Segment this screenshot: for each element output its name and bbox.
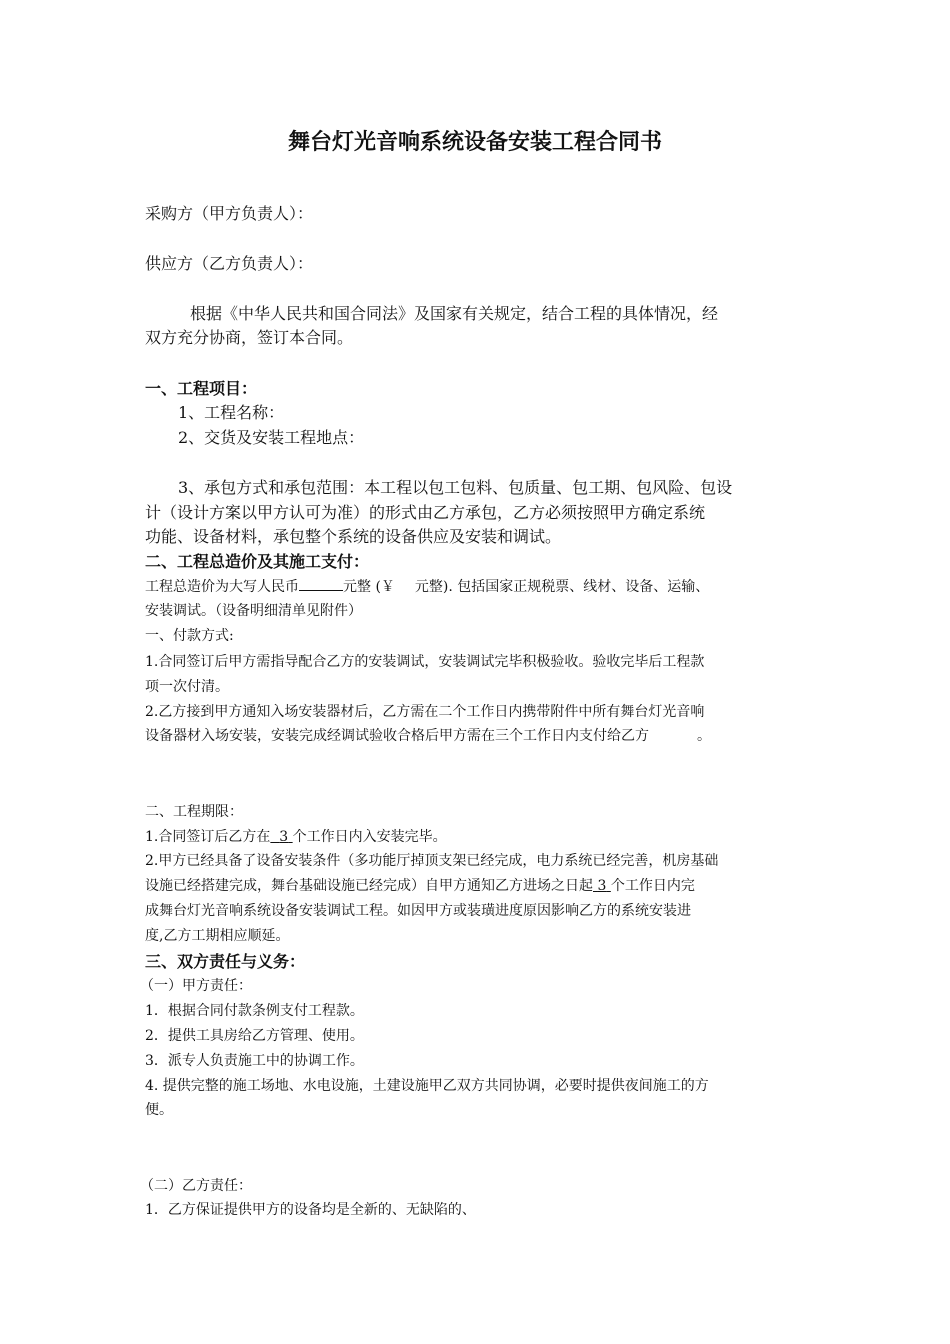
period-2-line-4: 度,乙方工期相应顺延。 (145, 928, 290, 944)
section-3-heading: 三、双方责任与义务： (145, 952, 306, 971)
period-2-days: 3 (597, 878, 607, 894)
contract-scope-line-1: 3、承包方式和承包范围：本工程以包工包料、包质量、包工期、包风险、包设 (178, 478, 733, 497)
period-heading: 二、工程期限： (145, 804, 243, 820)
contract-scope-line-2: 计（设计方案以甲方认可为准）的形式由乙方承包，乙方必须按照甲方确定系统 (145, 503, 706, 522)
party-a-duties-heading: （一）甲方责任： (140, 978, 252, 994)
party-a-duty-3: 3．派专人负责施工中的协调工作。 (145, 1053, 364, 1069)
total-price-line: 工程总造价为大写人民币 元整 (￥ 元整). 包括国家正规税票、线材、设备、运输、 (145, 576, 709, 596)
payment-1-line-2: 项一次付清。 (145, 679, 229, 695)
party-a-line: 采购方（甲方负责人）： (145, 204, 314, 223)
party-a-duty-4-line-2: 便。 (145, 1102, 173, 1118)
payment-2-line-1: 2.乙方接到甲方通知入场安装器材后，乙方需在二个工作日内携带附件中所有舞台灯光音响 (145, 704, 705, 720)
party-b-duty-1: 1．乙方保证提供甲方的设备均是全新的、无缺陷的、 (145, 1202, 476, 1218)
period-2-line-3: 成舞台灯光音响系统设备安装调试工程。如因甲方或装璜进度原因影响乙方的系统安装进 (145, 903, 691, 919)
payment-2-line-2: 设备器材入场安装，安装完成经调试验收合格后甲方需在三个工作日内支付给乙方 。 (145, 728, 711, 744)
party-b-duties-heading: （二）乙方责任： (140, 1178, 252, 1194)
period-2-line-2: 设施已经搭建完成，舞台基础设施已经完成）自甲方通知乙方进场之日起 3 个工作日内完 (145, 878, 695, 894)
contract-scope-line-3: 功能、设备材料，承包整个系统的设备供应及安装和调试。 (145, 527, 562, 546)
party-a-duty-1: 1．根据合同付款条例支付工程款。 (145, 1003, 364, 1019)
intro-line-1: 根据《中华人民共和国合同法》及国家有关规定，结合工程的具体情况，经 (190, 304, 719, 323)
document-title: 舞台灯光音响系统设备安装工程合同书 (287, 129, 662, 155)
intro-line-2: 双方充分协商，签订本合同。 (145, 328, 354, 347)
payment-1-line-1: 1.合同签订后甲方需指导配合乙方的安装调试，安装调试完毕积极验收。验收完毕后工程款 (145, 654, 705, 670)
section-2-heading: 二、工程总造价及其施工支付： (145, 552, 370, 571)
period-2-line-1: 2.甲方已经具备了设备安装条件（多功能厅掉顶支架已经完成，电力系统已经完善，机房基础 (145, 853, 719, 869)
party-a-duty-4-line-1: 4. 提供完整的施工场地、水电设施，土建设施甲乙双方共同协调，必要时提供夜间施工的方 (145, 1078, 709, 1094)
payment-heading: 一、付款方式: (145, 628, 234, 644)
price-blank-words (299, 576, 343, 591)
delivery-location-item: 2、交货及安装工程地点： (178, 428, 365, 447)
section-1-heading: 一、工程项目： (145, 379, 258, 398)
party-a-duty-2: 2．提供工具房给乙方管理、使用。 (145, 1028, 364, 1044)
period-1-line: 1.合同签订后乙方在 3 个工作日内入安装完毕。 (145, 829, 447, 845)
total-price-line-2: 安装调试。（设备明细清单见附件） (145, 603, 362, 619)
project-name-item: 1、工程名称： (178, 403, 285, 422)
party-b-line: 供应方（乙方负责人）： (145, 254, 314, 273)
period-1-days: 3 (279, 829, 289, 845)
